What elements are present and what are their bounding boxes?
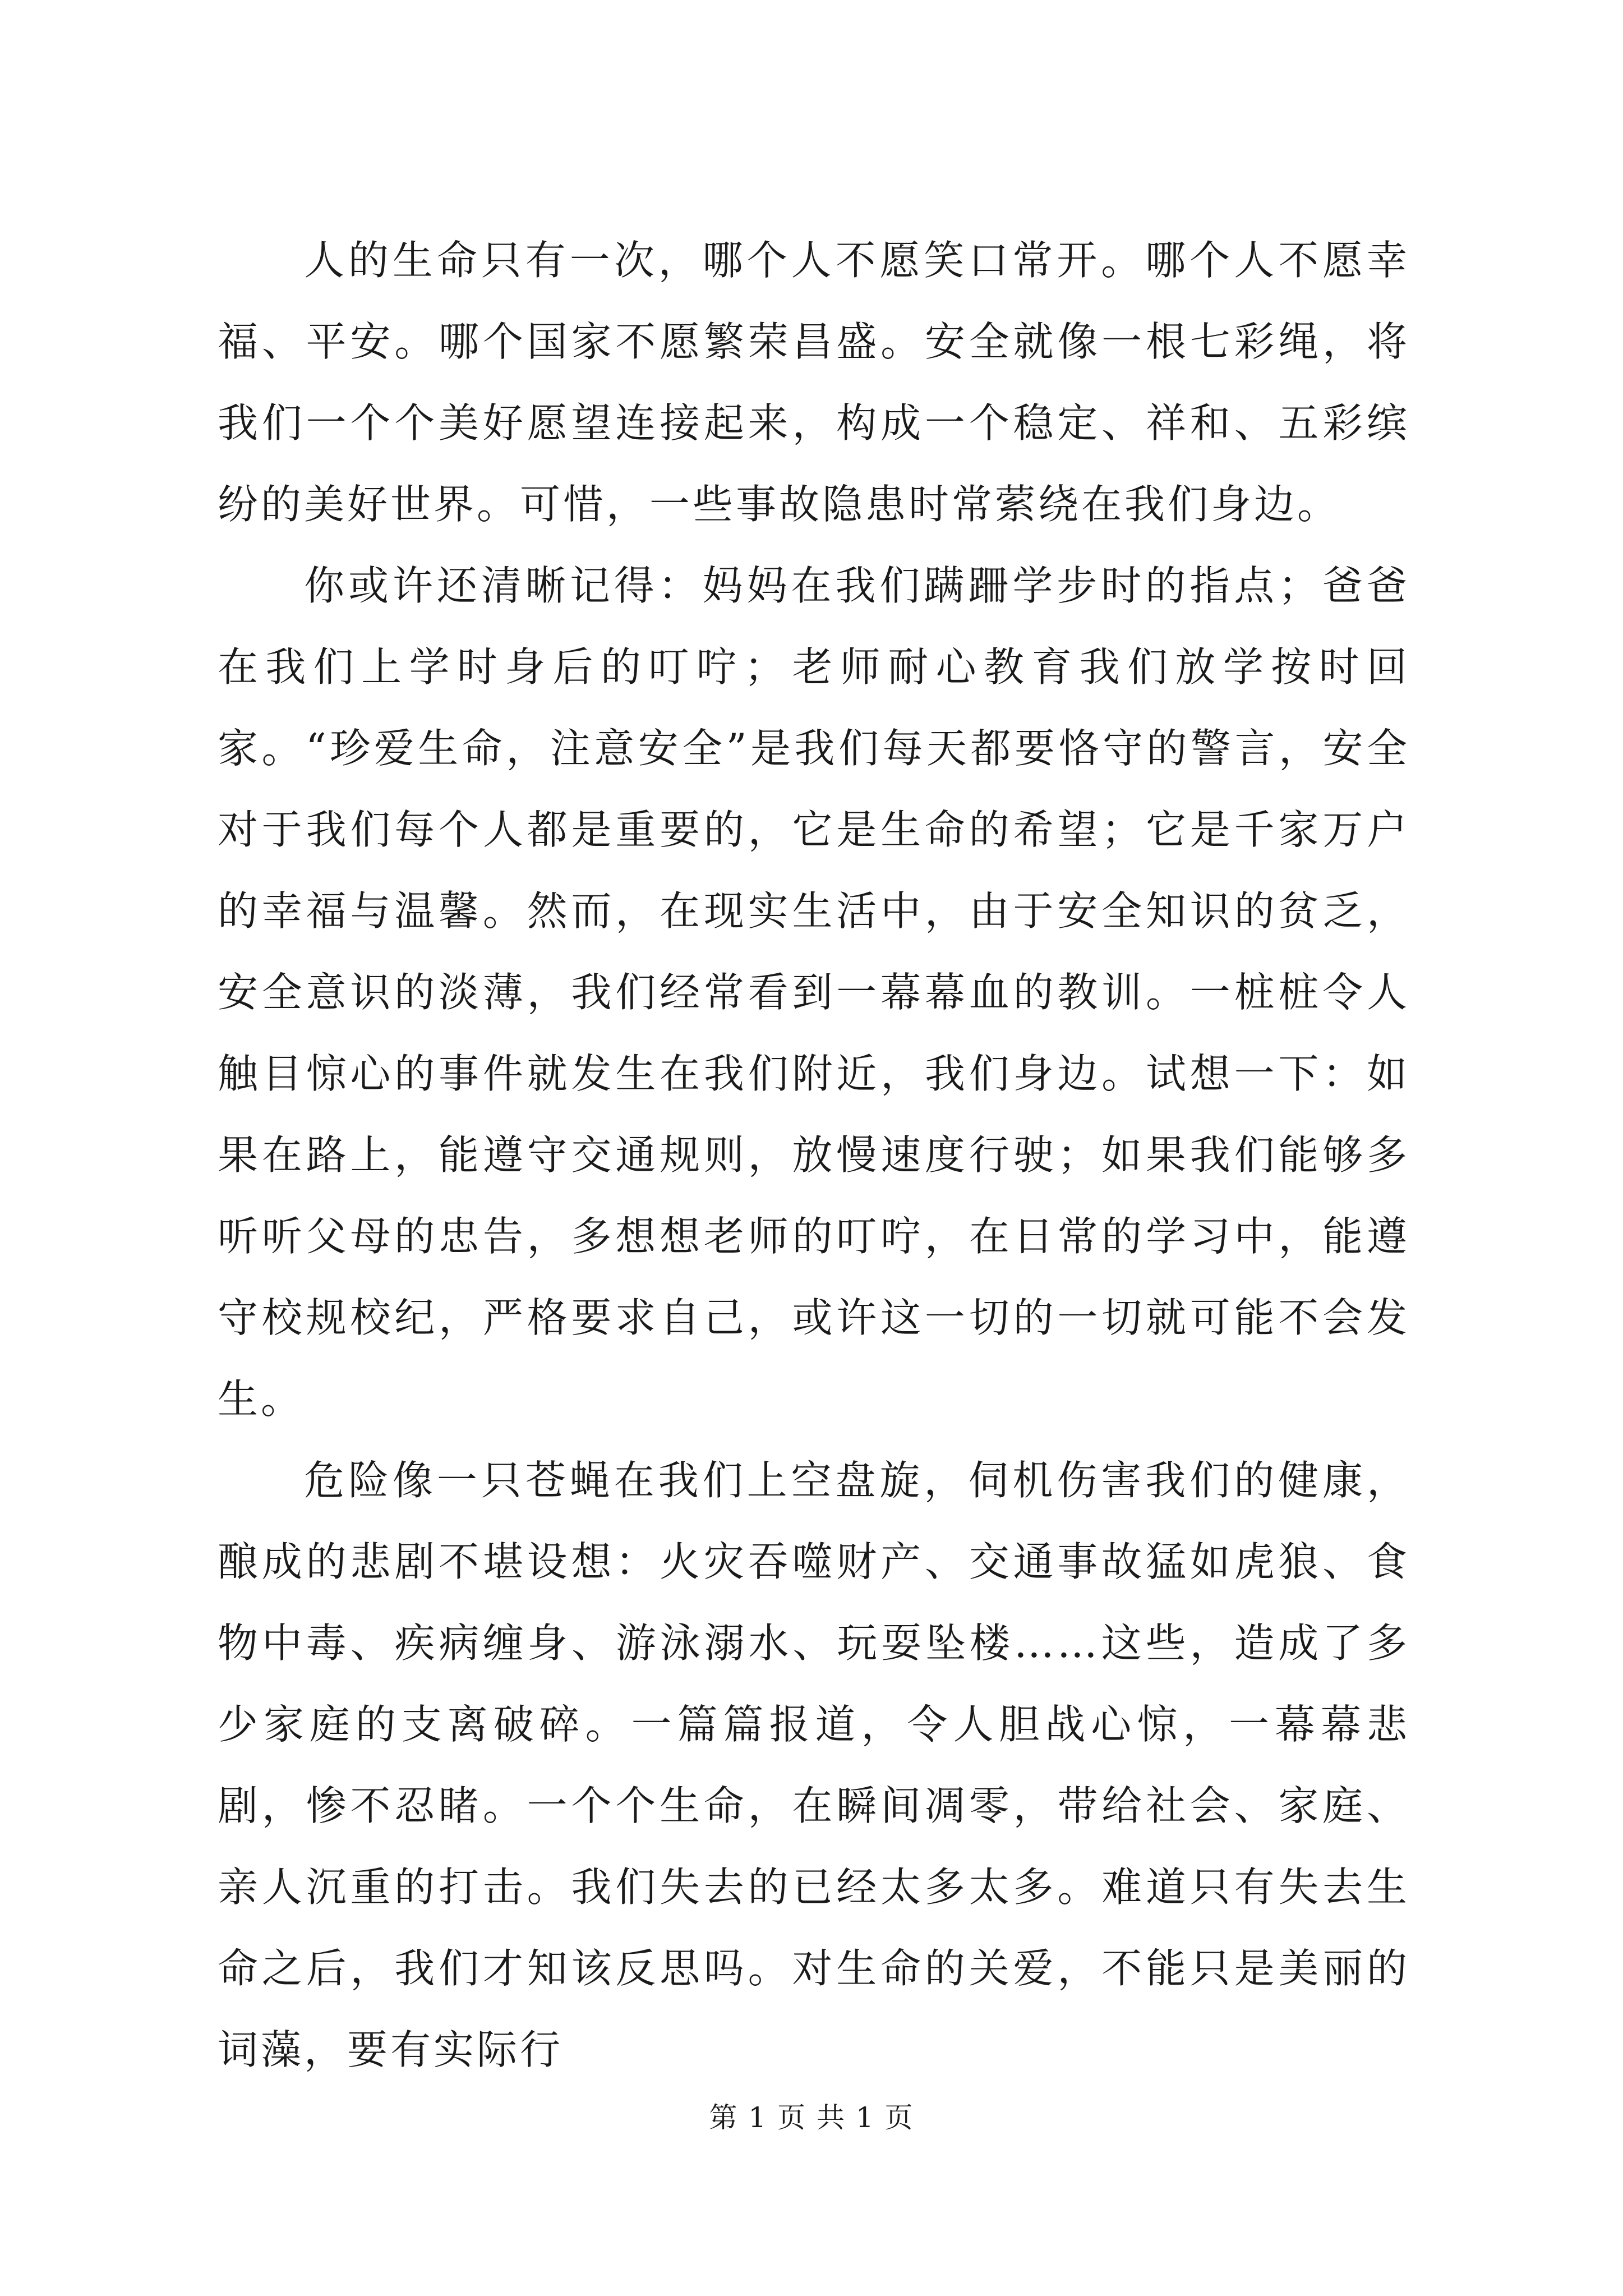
paragraph-3: 危险像一只苍蝇在我们上空盘旋，伺机伤害我们的健康，酿成的悲剧不堪设想：火灾吞噬财产、交通事故猛如虎狼、食物中毒、疾病缠身、游泳溺水、玩耍坠楼……这些，造成了多少家庭的支离破碎。一篇篇报道，令人胆战心惊，一幕幕悲剧，惨不忍睹。一个个生命，在瞬间凋零，带给社会、家庭、亲人沉重的打击。我们失去的已经太多太多。难道只有失去生命之后，我们才知该反思吗。对生命的关爱，不能只是美丽的词藻，要有实际行: [218, 1457, 1410, 2073]
document-body: [218, 220, 1410, 2091]
paragraph-1: 人的生命只有一次，哪个人不愿笑口常开。哪个人不愿幸福、平安。哪个国家不愿繁荣昌盛。安全就像一根七彩绳，将我们一个个美好愿望连接起来，构成一个稳定、祥和、五彩缤纷的美好世界。可惜，一些事故隐患时常萦绕在我们身边。: [218, 237, 1410, 528]
paragraph-2: 你或许还清晰记得：妈妈在我们蹒跚学步时的指点；爸爸在我们上学时身后的叮咛；老师耐心教育我们放学按时回家。“珍爱生命，注意安全”是我们每天都要恪守的警言，安全对于我们每个人都是重要的，它是生命的希望；它是千家万户的幸福与温馨。然而，在现实生活中，由于安全知识的贫乏，安全意识的淡薄，我们经常看到一幕幕血的教训。一桩桩令人触目惊心的事件就发生在我们附近，我们身边。试想一下：如果在路上，能遵守交通规则，放慢速度行驶；如果我们能够多听听父母的忠告，多想想老师的叮咛，在日常的学习中，能遵守校规校纪，严格要求自己，或许这一切的一切就可能不会发生。: [218, 562, 1410, 1423]
page-number-footer: 第 1 页 共 1 页: [709, 2101, 914, 2134]
